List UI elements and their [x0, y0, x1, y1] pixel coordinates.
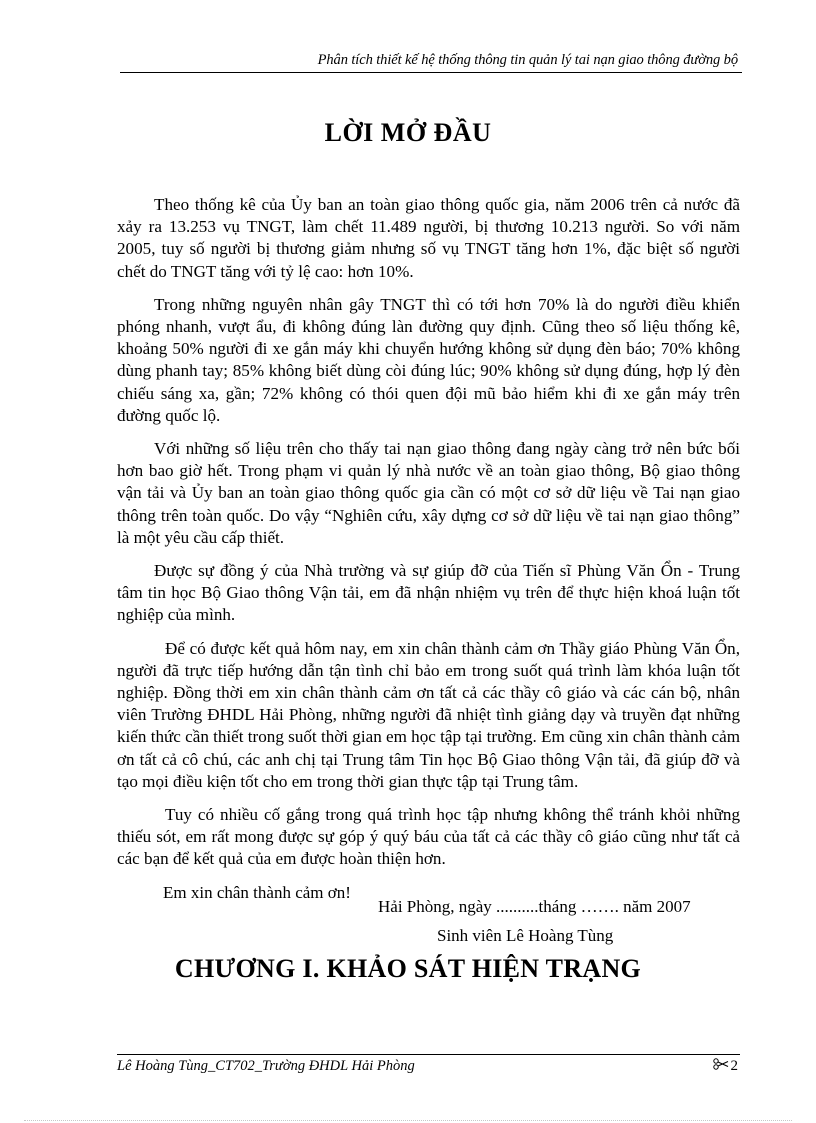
- footer-divider: [117, 1054, 740, 1055]
- signature-name: Sinh viên Lê Hoàng Tùng: [437, 926, 614, 945]
- running-header: Phân tích thiết kế hệ thống thông tin quản lý tai nạn giao thông đường bộ: [317, 52, 738, 68]
- chapter-heading: CHƯƠNG I. KHẢO SÁT HIỆN TRẠNG: [174, 954, 642, 983]
- page-edge: [24, 1120, 792, 1121]
- paragraph-6: Tuy có nhiều cố gắng trong quá trình học tập nhưng không thể tránh khỏi những thiếu sót, em rất mong được sự góp ý quý báu của tất cả các thầy cô giáo cũng như tất cả các bạn để kết quả của em được hoàn thiện hơn.: [117, 805, 740, 869]
- footer-author: Lê Hoàng Tùng_CT702_Trường ĐHDL Hải Phòng: [117, 1058, 415, 1074]
- page-title: LỜI MỞ ĐẦU: [324, 118, 492, 147]
- paragraph-1: Theo thống kê của Ủy ban an toàn giao thông quốc gia, năm 2006 trên cả nước đã xảy ra 13.253 vụ TNGT, làm chết 11.489 người, bị thương 10.213 người. So với năm 2005, tuy số người bị thương giảm nhưng số vụ TNGT tăng hơn 1%, đặc biệt số người chết do TNGT tăng với tỷ lệ cao: hơn 10%.: [117, 195, 740, 281]
- paragraph-4: Được sự đồng ý của Nhà trường và sự giúp đỡ của Tiến sĩ Phùng Văn Ổn - Trung tâm tin học Bộ Giao thông Vận tải, em đã nhận nhiệm vụ trên để thực hiện khoá luận tốt nghiệp của mình.: [117, 561, 740, 625]
- body-text: [117, 194, 740, 904]
- signature-place-date: Hải Phòng, ngày ..........tháng ……. năm 2007: [378, 897, 691, 916]
- closing-line: Em xin chân thành cảm ơn!: [163, 882, 351, 902]
- paragraph-3: Với những số liệu trên cho thấy tai nạn giao thông đang ngày càng trở nên bức bối hơn bao giờ hết. Trong phạm vi quản lý nhà nước về an toàn giao thông, Bộ giao thông vận tải và Ủy ban an toàn giao thông quốc gia cần có một cơ sở dữ liệu về Tai nạn giao thông trên toàn quốc. Do vậy “Nghiên cứu, xây dựng cơ sở dữ liệu về tai nạn giao thông” là một yêu cầu cấp thiết.: [117, 439, 740, 547]
- paragraph-2: Trong những nguyên nhân gây TNGT thì có tới hơn 70% là do người điều khiển phóng nhanh, vượt ẩu, đi không đúng làn đường quy định. Cũng theo số liệu thống kê, khoảng 50% người đi xe gắn máy khi chuyển hướng không sử dụng đèn báo; 70% không dùng phanh tay; 85% không biết dùng còi đúng lúc; 90% không sử dụng đúng, hợp lý đèn chiếu sáng xa, gần; 72% không có thói quen đội mũ bảo hiểm khi đi xe gắn máy trên đường quốc lộ.: [117, 294, 740, 425]
- footer-page-number: [713, 1058, 739, 1075]
- paragraph-5: Để có được kết quả hôm nay, em xin chân thành cảm ơn Thầy giáo Phùng Văn Ổn, người đã trực tiếp hướng dẫn tận tình chỉ bảo em trong suốt quá trình làm khóa luận tốt nghiệp. Đồng thời em xin chân thành cảm ơn tất cả các thầy cô giáo và các cán bộ, nhân viên Trường ĐHDL Hải Phòng, những người đã nhiệt tình giảng dạy và truyền đạt những kiến thức cần thiết trong suốt thời gian em học tập tại trường. Em cũng xin chân thành cảm ơn tất cả cô chú, các anh chị tại Trung tâm Tin học Bộ Giao thông Vận tải, đã giúp đỡ và tạo mọi điều kiện tốt cho em trong thời gian thực tập tại Trung tâm.: [117, 638, 740, 791]
- page-number: 2: [730, 1058, 738, 1074]
- scissors-icon: [713, 1058, 729, 1075]
- header-divider: [120, 72, 742, 73]
